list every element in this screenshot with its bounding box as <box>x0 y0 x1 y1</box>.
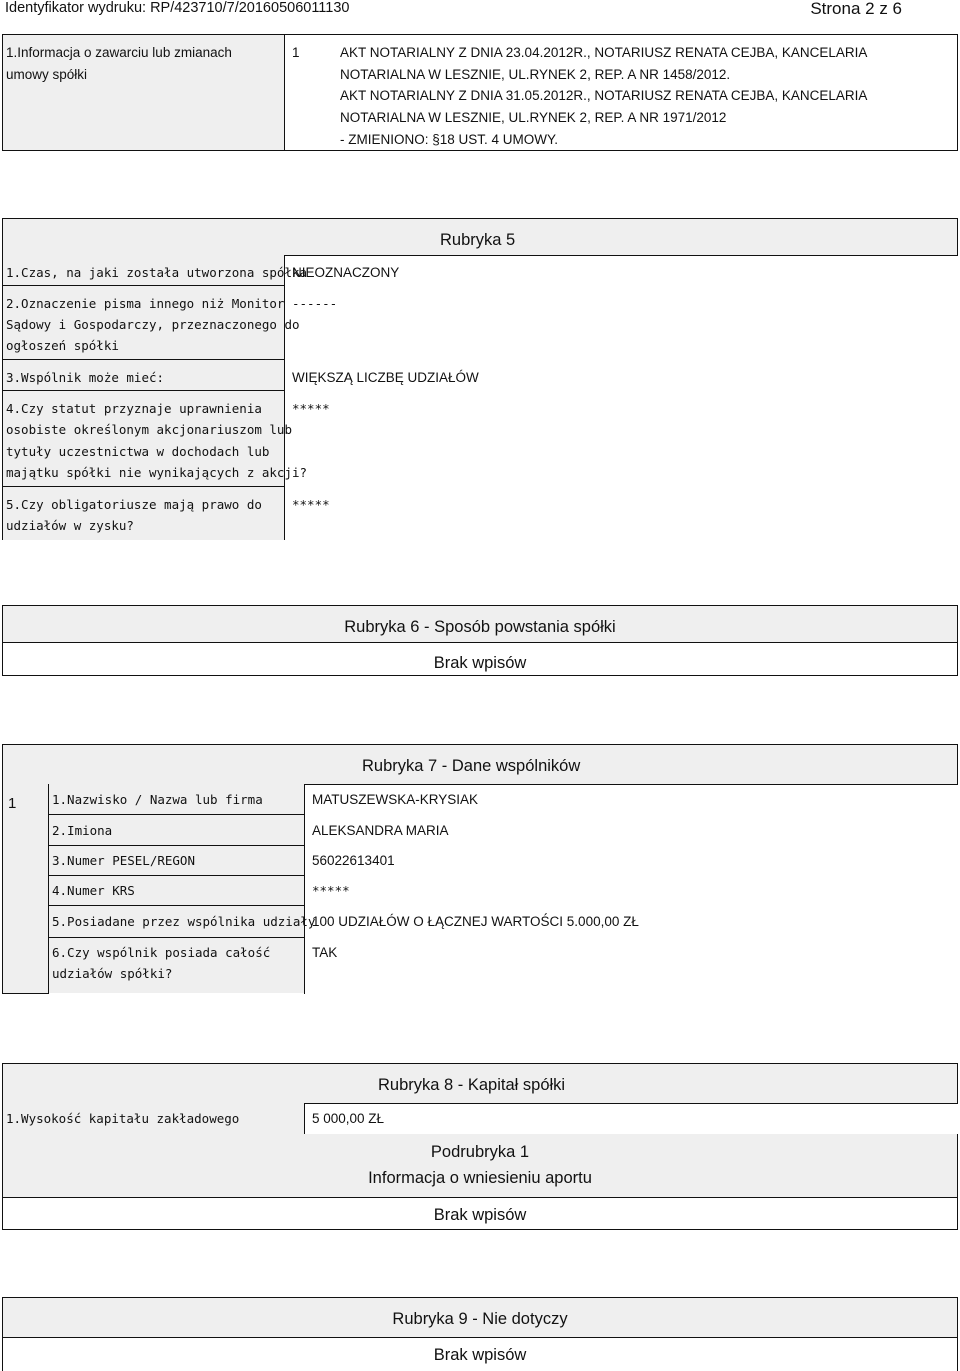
field-label: 2.Oznaczenie pisma innego niż Monitor <box>6 296 285 311</box>
field-value: WIĘKSZĄ LICZBĘ UDZIAŁÓW <box>292 370 479 385</box>
field-label: 3.Wspólnik może mieć: <box>6 370 165 385</box>
capital-value: 5 000,00 ZŁ <box>312 1111 385 1126</box>
partner-field-value: TAK <box>312 945 338 960</box>
partner-field-value: 56022613401 <box>312 853 395 868</box>
field-label: tytuły uczestnictwa w dochodach lub <box>6 444 270 459</box>
capital-label: 1.Wysokość kapitału zakładowego <box>6 1111 240 1126</box>
rubryka-5-title: Rubryka 5 <box>440 231 516 249</box>
entry-number: 1 <box>292 45 300 60</box>
partner-field-value: ***** <box>312 883 350 898</box>
no-entries-text: Brak wpisów <box>433 1206 527 1224</box>
sub-rubryka-title: Podrubryka 1 <box>430 1143 530 1161</box>
partner-field-value: MATUSZEWSKA-KRYSIAK <box>312 792 479 807</box>
partner-field-value: 100 UDZIAŁÓW O ŁĄCZNEJ WARTOŚCI 5.000,00 ZŁ <box>312 914 639 929</box>
sub-rubryka-subtitle: Informacja o wniesieniu aportu <box>368 1169 592 1187</box>
partner-field-value: ALEKSANDRA MARIA <box>312 823 449 838</box>
partner-field-label: 5.Posiadane przez wspólnika udziały <box>52 914 316 929</box>
contract-line: NOTARIALNA W LESZNIE, UL.RYNEK 2, REP. A NR 1458/2012. <box>340 67 731 82</box>
partner-field-label: 3.Numer PESEL/REGON <box>52 853 195 868</box>
field-label: 4.Czy statut przyznaje uprawnienia <box>6 401 262 416</box>
rubryka-7-title: Rubryka 7 - Dane wspólników <box>362 757 581 775</box>
no-entries-text: Brak wpisów <box>433 654 527 672</box>
field-value: ***** <box>292 497 330 512</box>
contract-line: - ZMIENIONO: §18 UST. 4 UMOWY. <box>340 132 559 147</box>
rubryka-8-title: Rubryka 8 - Kapitał spółki <box>378 1076 566 1094</box>
contract-line: NOTARIALNA W LESZNIE, UL.RYNEK 2, REP. A NR 1971/2012 <box>340 110 727 125</box>
field-label: 1.Czas, na jaki została utworzona spółka <box>6 265 308 280</box>
contract-info-label-cont: umowy spółki <box>6 67 88 82</box>
field-label: Sądowy i Gospodarczy, przeznaczonego do <box>6 317 300 332</box>
field-label: udziałów w zysku? <box>6 518 134 533</box>
partner-field-label: udziałów spółki? <box>52 966 173 981</box>
rubryka-9-title: Rubryka 9 - Nie dotyczy <box>392 1310 568 1328</box>
no-entries-text: Brak wpisów <box>433 1346 527 1364</box>
field-label: 5.Czy obligatoriusze mają prawo do <box>6 497 262 512</box>
field-label: ogłoszeń spółki <box>6 338 119 353</box>
partner-field-label: 1.Nazwisko / Nazwa lub firma <box>52 792 263 807</box>
partner-number: 1 <box>8 795 17 812</box>
contract-line: AKT NOTARIALNY Z DNIA 23.04.2012R., NOTARIUSZ RENATA CEJBA, KANCELARIA <box>340 45 868 60</box>
contract-line: AKT NOTARIALNY Z DNIA 31.05.2012R., NOTARIUSZ RENATA CEJBA, KANCELARIA <box>340 88 868 103</box>
print-identifier: Identyfikator wydruku: RP/423710/7/20160506011130 <box>5 0 350 16</box>
partner-field-label: 4.Numer KRS <box>52 883 135 898</box>
rubryka-6-title: Rubryka 6 - Sposób powstania spółki <box>344 618 616 636</box>
field-value: ***** <box>292 401 330 416</box>
contract-info-label: 1.Informacja o zawarciu lub zmianach <box>6 45 232 60</box>
partner-field-label: 6.Czy wspólnik posiada całość <box>52 945 271 960</box>
field-value: NIEOZNACZONY <box>292 265 400 280</box>
page-number: Strona 2 z 6 <box>810 0 902 18</box>
field-label: osobiste określonym akcjonariuszom lub <box>6 422 292 437</box>
field-value: ------ <box>292 296 338 311</box>
field-label: majątku spółki nie wynikających z akcji? <box>6 465 308 480</box>
partner-field-label: 2.Imiona <box>52 823 113 838</box>
